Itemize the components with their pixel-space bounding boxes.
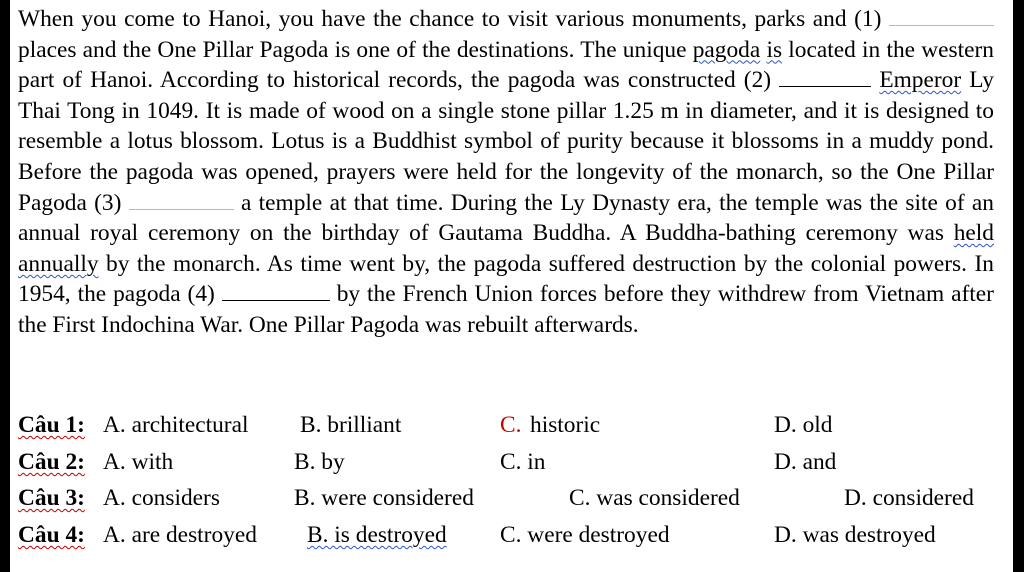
question-label: Câu 3:: [18, 485, 85, 511]
option-a: A. architectural: [103, 412, 249, 438]
passage-text-3: located in the western part of Hanoi. According to historical records, the pagoda was constructed (2): [18, 36, 994, 94]
spellcheck-word-is: is: [766, 36, 783, 63]
passage-text-5: a temple at that time. During the Ly Dynasty era, the temple was the site of an annual royal ceremony on the birthday of Gautama Buddha. A Buddha-bathing ceremony was: [18, 189, 994, 247]
option-d: D. old: [774, 412, 833, 438]
passage-text-7: by the French Union forces before they withdrew from Vietnam after the First Indochina War. One Pillar Pagoda was rebuilt afterwards.: [18, 281, 994, 338]
option-d: D. and: [774, 449, 837, 475]
option-a: A. considers: [103, 485, 220, 511]
question-3: [18, 483, 1008, 513]
option-a: A. are destroyed: [103, 522, 257, 548]
question-4: [18, 520, 1008, 550]
document-page: [10, 0, 1013, 572]
passage-text-1: When you come to Hanoi, you have the chance to visit various monuments, parks and (1): [18, 6, 882, 32]
blank-1: [889, 5, 994, 26]
option-c: C. in: [500, 449, 546, 475]
question-1: [18, 410, 1008, 440]
passage-text-6: by the monarch. As time went by, the pagoda suffered destruction by the colonial powers. In 1954, the pagoda (4): [18, 250, 994, 308]
option-a: A. with: [103, 449, 174, 475]
question-label: Câu 1:: [18, 412, 85, 438]
option-c-text: historic: [530, 412, 601, 438]
option-b: B. brilliant: [300, 412, 402, 438]
blank-3: [129, 189, 234, 210]
passage-text-4: Ly Thai Tong in 1049. It is made of wood on a single stone pillar 1.25 m in diameter, and it is designed to resemble a lotus blossom. Lotus is a Buddhist symbol of purity because it blossoms in a muddy pond. Before the pagoda was opened, prayers were held for the longevity of the monarch, so the One Pillar Pagoda (3): [18, 67, 994, 216]
blank-4: [222, 280, 330, 301]
question-2: [18, 447, 1008, 477]
option-d: D. considered: [844, 485, 974, 511]
option-b: B. were considered: [294, 485, 474, 511]
reading-passage: [18, 4, 994, 341]
option-d: D. was destroyed: [774, 522, 936, 548]
spellcheck-word-emperor: Emperor: [879, 67, 962, 94]
option-c: C. were destroyed: [500, 522, 670, 548]
blank-2: [779, 66, 871, 87]
passage-text-2: places and the One Pillar Pagoda is one of the destinations. The unique: [18, 36, 687, 63]
option-c-letter: C.: [500, 412, 522, 438]
option-b: B. by: [294, 449, 345, 475]
question-label: Câu 4:: [18, 522, 85, 548]
spellcheck-word-held-annually: held annually: [18, 220, 994, 277]
option-c: C. was considered: [569, 485, 740, 511]
spellcheck-word-pagoda: pagoda: [692, 36, 761, 63]
option-b: B. is destroyed: [307, 522, 447, 548]
question-label: Câu 2:: [18, 449, 85, 475]
